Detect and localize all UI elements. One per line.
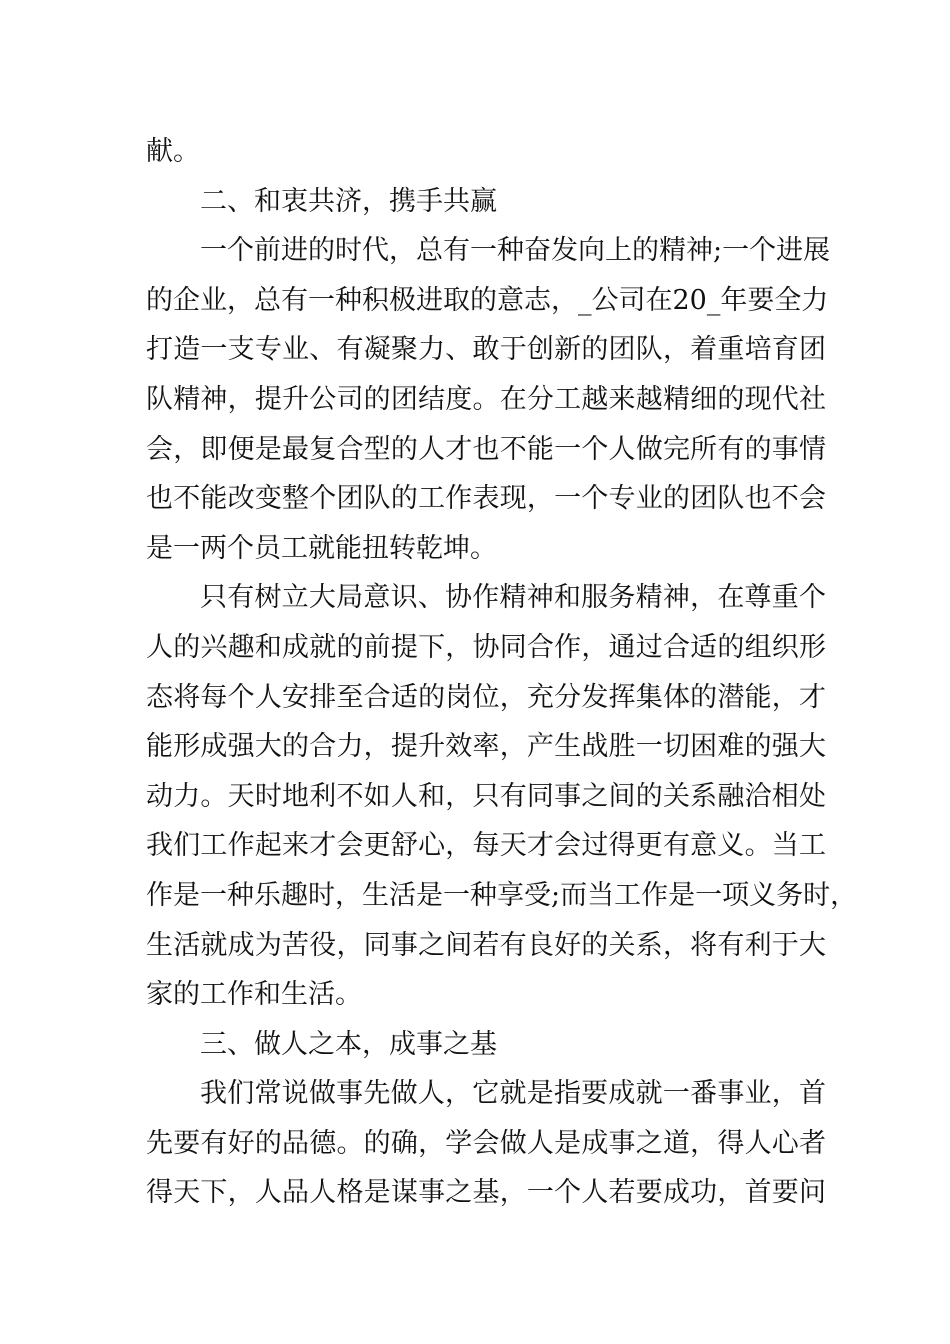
text-line: 也不能改变整个团队的工作表现，一个专业的团队也不会 — [146, 483, 826, 515]
text-line: 一个前进的时代，总有一种奋发向上的精神;一个进展 — [200, 235, 831, 267]
text-line: 我们工作起来才会更舒心，每天才会过得更有意义。当工 — [146, 830, 826, 862]
text-line: 家的工作和生活。 — [146, 979, 362, 1011]
text-line: 能形成强大的合力，提升效率，产生战胜一切困难的强大 — [146, 731, 826, 763]
text-line: 打造一支专业、有凝聚力、敢于创新的团队，着重培育团 — [146, 334, 826, 366]
text-line: 只有树立大局意识、协作精神和服务精神，在尊重个 — [200, 582, 826, 614]
text-line: 人的兴趣和成就的前提下，协同合作，通过合适的组织形 — [146, 631, 826, 663]
text-line: 是一两个员工就能扭转乾坤。 — [146, 532, 497, 564]
text-line: 动力。天时地利不如人和，只有同事之间的关系融洽相处 — [146, 780, 826, 812]
text-line: 我们常说做事先做人，它就是指要成就一番事业，首 — [200, 1078, 826, 1110]
text-line: 生活就成为苦役，同事之间若有良好的关系，将有利于大 — [146, 929, 826, 961]
text-line: 作是一种乐趣时，生活是一种享受;而当工作是一项义务时， — [146, 879, 858, 911]
text-line: 献。 — [146, 136, 200, 167]
text-line: 态将每个人安排至合适的岗位，充分发挥集体的潜能，才 — [146, 681, 826, 713]
text-line: 得天下，人品人格是谋事之基，一个人若要成功，首要问 — [146, 1177, 826, 1209]
text-line: 队精神，提升公司的团结度。在分工越来越精细的现代社 — [146, 383, 826, 415]
section-heading: 三、做人之本，成事之基 — [200, 1028, 497, 1060]
text-line: 先要有好的品德。的确，学会做人是成事之道，得人心者 — [146, 1127, 826, 1159]
section-heading: 二、和衷共济，携手共赢 — [200, 185, 497, 217]
document-body — [146, 127, 858, 1218]
text-line: 的企业，总有一种积极进取的意志，_公司在20_年要全力 — [146, 284, 829, 316]
text-line: 会，即便是最复合型的人才也不能一个人做完所有的事情 — [146, 433, 826, 465]
